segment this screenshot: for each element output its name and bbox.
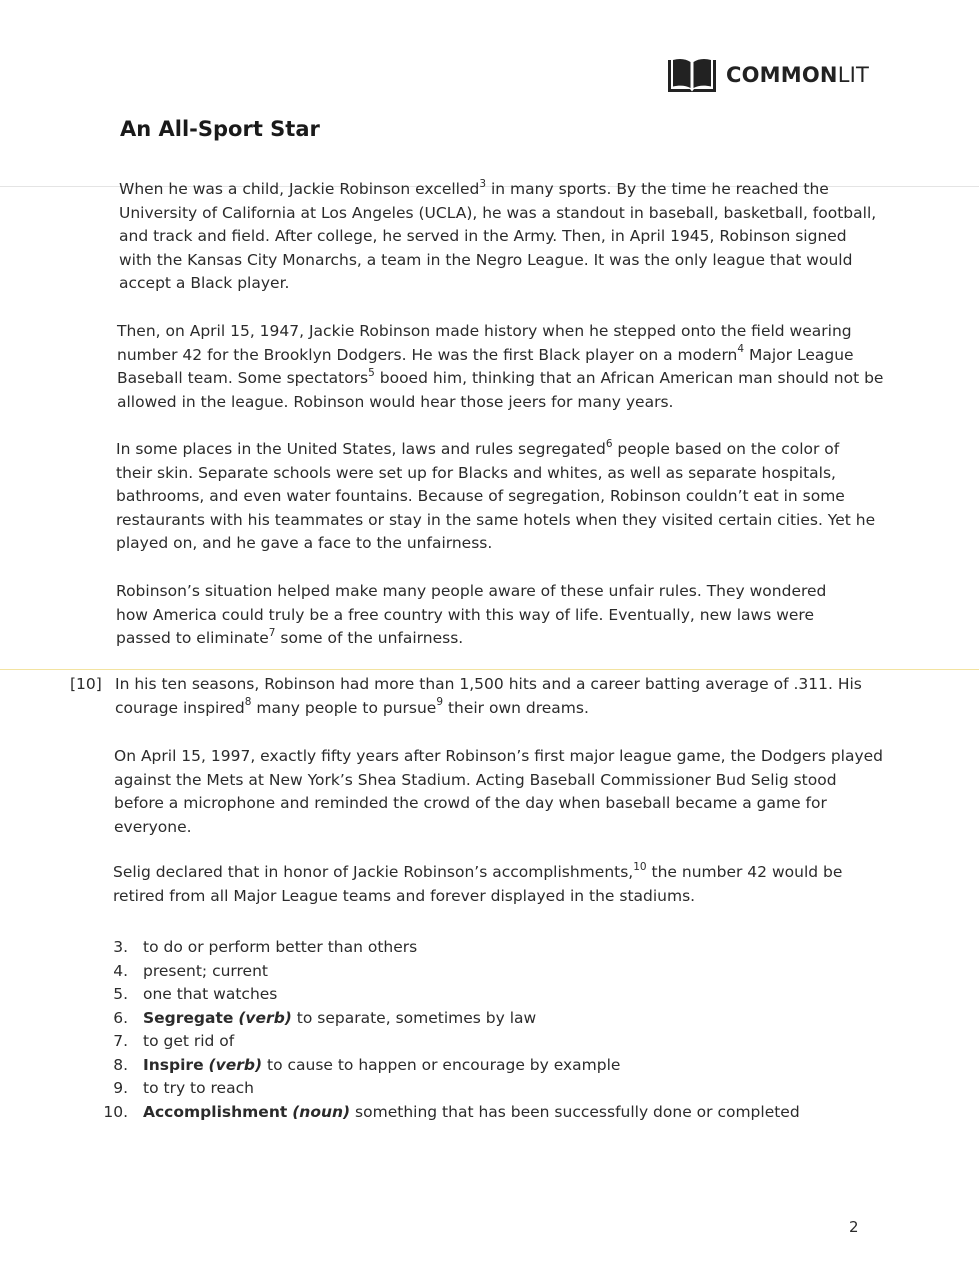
footnote-ref-10[interactable]: 10	[633, 860, 647, 873]
paragraph-4: Robinson’s situation helped make many people aware of these unfair rules. They wondered how America could truly be a free country with this way of life. Eventually, new laws were passed to eliminate$^7$ some of the unfairness.	[116, 582, 827, 647]
footnote-ref-7[interactable]: 7	[268, 626, 276, 639]
paragraph-3: In some places in the United States, laws and rules segregated$^6$ people based on the color of their skin. Separate schools were set up for Blacks and whites, as well as separate hospitals, bathrooms, and even water fountains. Because of segregation, Robinson couldn’t eat in some restaurants with his teammates or stay in the same hotels when they visited certain cities. Yet he played on, and he gave a face to the unfairness.	[116, 437, 876, 552]
footnote-item: 4. present; current	[113, 961, 268, 980]
brand-name-bold: COMMON	[726, 63, 838, 87]
paragraph-number: [10]	[70, 675, 102, 693]
footnote-item: 7. to get rid of	[113, 1032, 235, 1050]
footnote-item: 10. Accomplishment (noun) something that has been successfully done or completed	[103, 1102, 800, 1121]
brand-name-regular: LIT	[837, 63, 870, 87]
paragraph-1: When he was a child, Jackie Robinson excelled$^3$ in many sports. By the time he reached the University of California at Los Angeles (UCLA), he was a standout in baseball, basketball, football, and track and field. After college, he served in the Army. Then, in April 1945, Robinson signed with the Kansas City Monarchs, a team in the Negro League. It was the only league that would accept a Black player.	[119, 177, 877, 292]
page-title: An All-Sport Star	[120, 117, 320, 141]
footnote-item: 6. Segregate (verb) to separate, sometimes by law	[113, 1008, 537, 1027]
page-number: 2	[849, 1218, 859, 1236]
footnote-item: 9. to try to reach	[113, 1079, 254, 1097]
highlight-line-divider	[0, 669, 979, 670]
footnote-ref-8[interactable]: 8	[244, 696, 252, 709]
paragraph-11: On April 15, 1997, exactly fifty years after Robinson’s first major league game, the Dodgers played against the Mets at New York’s Shea Stadium. Acting Baseball Commissioner Bud Selig stood before a microphone and reminded the crowd of the day when baseball became a game for everyone.	[114, 747, 884, 836]
brand-name	[726, 63, 869, 87]
paragraph-10: In his ten seasons, Robinson had more than 1,500 hits and a career batting average of .311. His courage inspired$^8$ many people to pursue$^9$ their own dreams.	[115, 675, 862, 717]
footnote-ref-3[interactable]: 3	[479, 177, 487, 190]
footnote-item: 3. to do or perform better than others	[113, 938, 418, 956]
footnote-ref-5[interactable]: 5	[368, 366, 375, 379]
footnote-ref-4[interactable]: 4	[737, 343, 745, 356]
footnote-item: 5. one that watches	[113, 985, 278, 1003]
footnote-ref-6[interactable]: 6	[605, 437, 613, 450]
footnote-item: 8. Inspire (verb) to cause to happen or encourage by example	[113, 1055, 621, 1074]
open-book-icon	[668, 58, 716, 92]
paragraph-12: Selig declared that in honor of Jackie Robinson’s accomplishments,$^{10}$ the number 42 would be retired from all Major League teams and forever displayed in the stadiums.	[113, 860, 843, 905]
paragraph-2: Then, on April 15, 1947, Jackie Robinson made history when he stepped onto the field wearing number 42 for the Brooklyn Dodgers. He was the first Black player on a modern$^4$ Major League Baseball team. Some spectators$^5$ booed him, thinking that an African American man should not be allowed in the league. Robinson would hear those jeers for many years.	[117, 322, 884, 411]
footnotes-list	[100, 936, 800, 1124]
commonlit-logo	[668, 58, 869, 92]
footnote-ref-9[interactable]: 9	[436, 696, 444, 709]
